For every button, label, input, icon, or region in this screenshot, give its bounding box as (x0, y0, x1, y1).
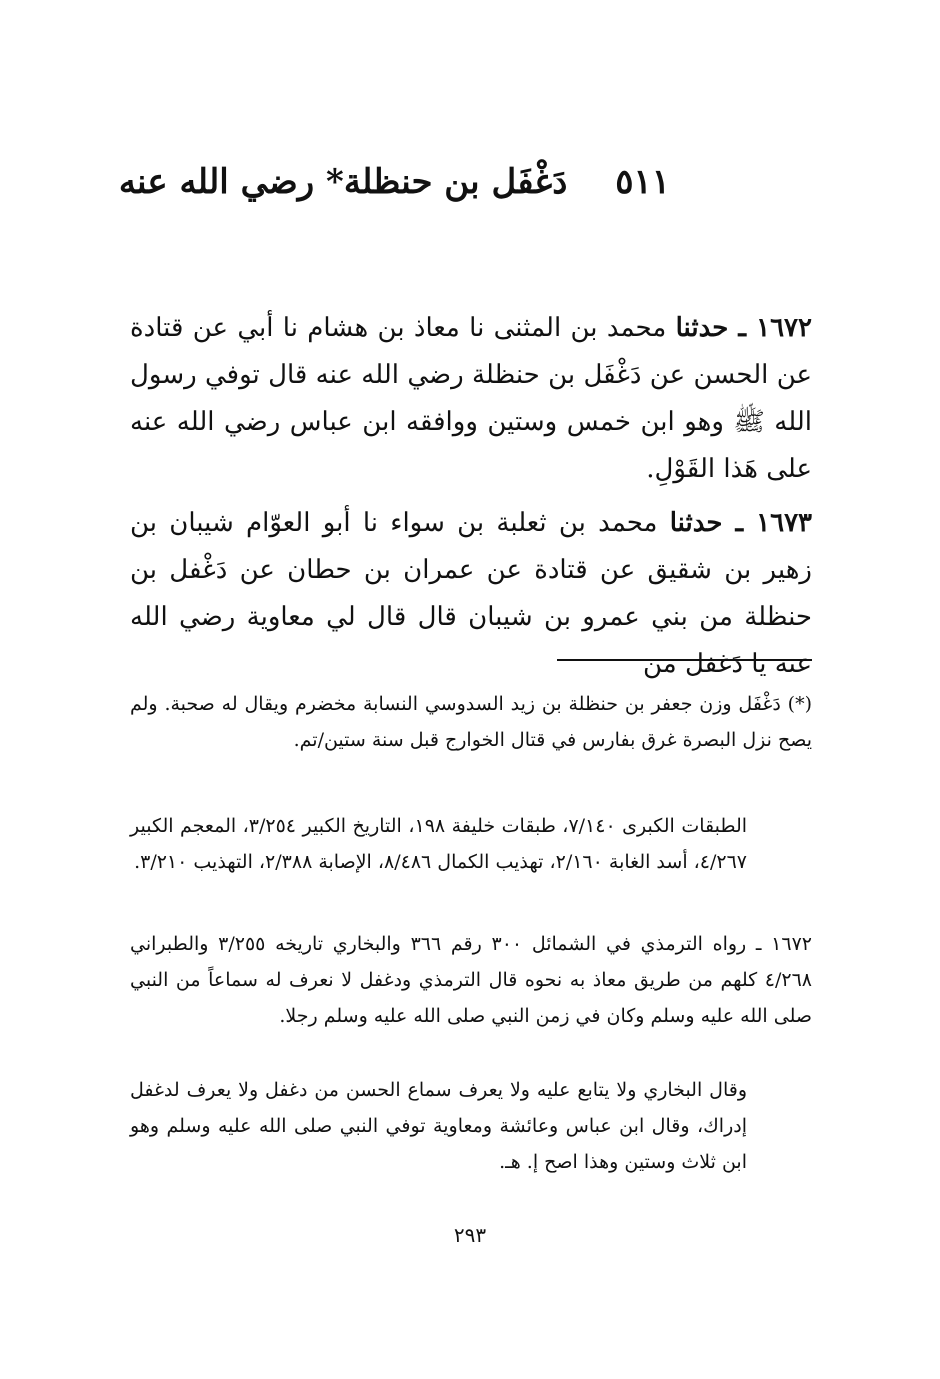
hadith-lead: ١٦٧٢ ـ حدثنا (675, 313, 812, 343)
hadith-1672 (130, 305, 812, 493)
hadith-lead: ١٦٧٣ ـ حدثنا (669, 508, 812, 538)
footnote-separator (557, 659, 812, 661)
footnote-biography: (*) دَغْفَل وزن جعفر بن حنظلة بن زيد السدوسي النسابة مخضرم ويقال له صحبة. ولم يصح نزل البصرة غرق بفارس في قتال الخوارج قبل سنة ستين/تم. (130, 693, 812, 751)
hadith-text: محمد بن ثعلبة بن سواء نا أبو العوّام شيبان بن زهير بن شقيق عن قتادة عن عمران بن حطان عن دَغْفل بن حنظلة من بني عمرو بن شيبان قال قال لي معاوية رضي الله عنه يا دَغفل من (130, 508, 812, 679)
footnote-takhrij-continued: وقال البخاري ولا يتابع عليه ولا يعرف سماع الحسن من دغفل ولا يعرف لدغفل إدراك، وقال ابن عباس وعائشة ومعاوية توفي النبي صلى الله عليه وسلم وهو ابن ثلاث وستين وهذا اصح إ. هـ. (130, 1079, 747, 1173)
page-number: ٢٩٣ (453, 1223, 487, 1247)
footnote-sources: الطبقات الكبرى ٧/١٤٠، طبقات خليفة ١٩٨، التاريخ الكبير ٣/٢٥٤، المعجم الكبير ٤/٢٦٧، أسد الغابة ٢/١٦٠، تهذيب الكمال ٨/٤٨٦، الإصابة ٢/٣٨٨، التهذيب ٣/٢١٠. (130, 815, 748, 873)
hadith-text: محمد بن المثنى نا معاذ بن هشام نا أبي عن قتادة عن الحسن عن دَغْفَل بن حنظلة رضي الله عنه قال توفي رسول الله ﷺ وهو ابن خمس وستين ووافقه ابن عباس رضي الله عنه على هَذا القَوْلِ. (130, 313, 812, 484)
entry-number: ٥١١ (615, 162, 670, 202)
footnote-takhrij: ١٦٧٢ ـ رواه الترمذي في الشمائل ٣٠٠ رقم ٣٦٦ والبخاري تاريخه ٣/٢٥٥ والطبراني ٤/٢٦٨ كلهم من طريق معاذ به نحوه قال الترمذي ودغفل لا نعرف له سماعاً من النبي صلى الله عليه وسلم وكان في زمن النبي صلى الله عليه وسلم رجلا. (130, 933, 812, 1027)
entry-title: دَغْفَل بن حنظلة* رضي الله عنه (118, 162, 568, 202)
biography-heading (118, 150, 670, 214)
